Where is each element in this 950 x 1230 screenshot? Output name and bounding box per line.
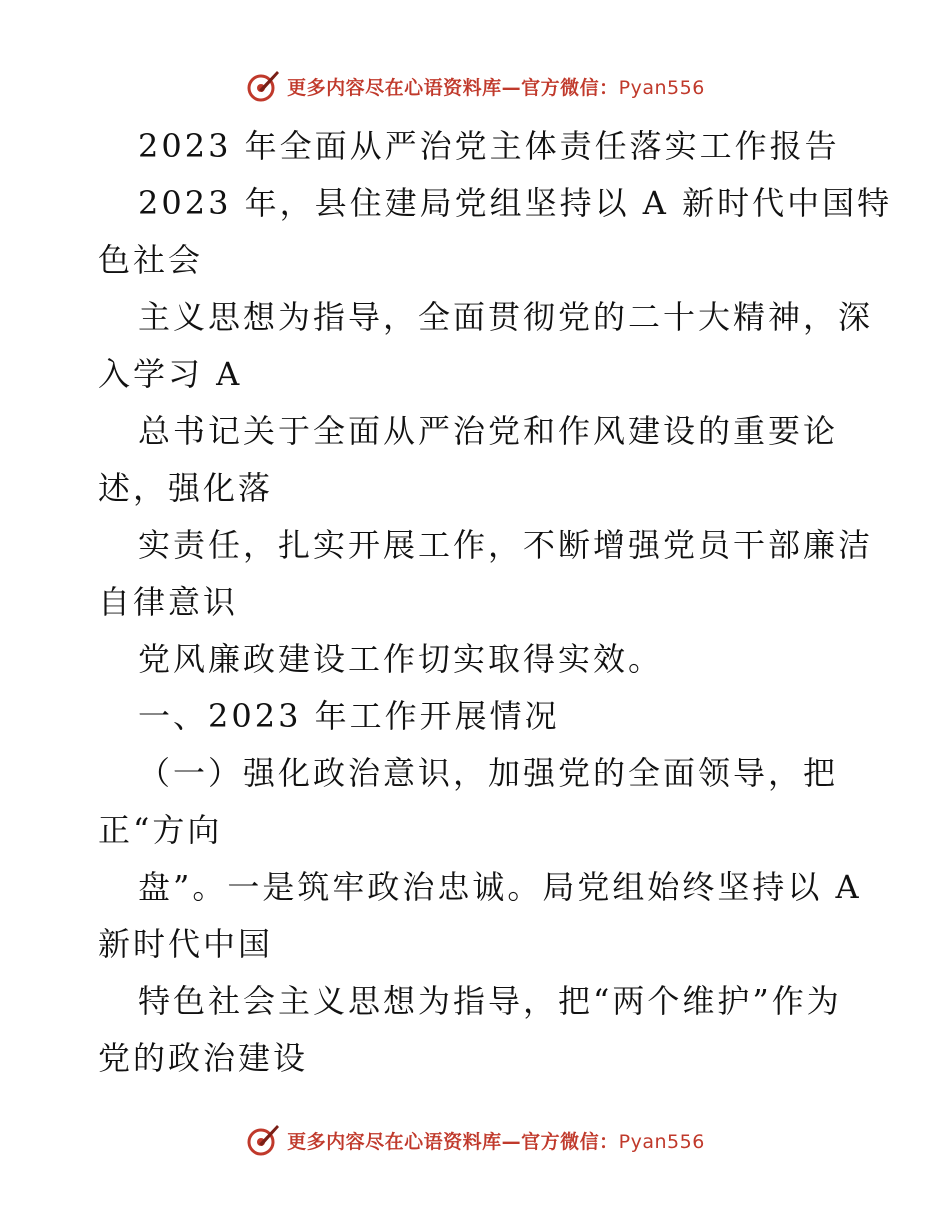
subsection-heading: （一）强化政治意识，加强党的全面领导，把 (138, 754, 839, 792)
paragraph-line: 党风廉政建设工作切实取得实效。 (138, 640, 664, 678)
paragraph-line: 党的政治建设 (98, 1039, 309, 1077)
header-watermark (0, 68, 950, 104)
watermark-id: Pyan556 (618, 76, 705, 99)
watermark-text: 更多内容尽在心语资料库—官方微信：Pyan556 (287, 1130, 705, 1153)
document-body (98, 118, 893, 1087)
paragraph-line: 2023 年，县住建局党组坚持以 A 新时代中国特 (138, 184, 893, 222)
document-title: 2023 年全面从严治党主体责任落实工作报告 (138, 127, 840, 165)
footer-watermark (0, 1122, 950, 1158)
paragraph-line: 新时代中国 (98, 925, 274, 963)
quill-seal-icon (245, 1122, 281, 1158)
paragraph-line: 特色社会主义思想为指导，把“两个维护”作为 (138, 982, 842, 1020)
watermark-text: 更多内容尽在心语资料库—官方微信：Pyan556 (287, 76, 705, 99)
paragraph-line: 盘”。一是筑牢政治忠诚。局党组始终坚持以 A (138, 868, 862, 906)
paragraph-line: 主义思想为指导，全面贯彻党的二十大精神，深 (138, 298, 874, 336)
paragraph-line: 入学习 A (98, 355, 243, 393)
paragraph-line: 正“方向 (98, 811, 223, 849)
paragraph-line: 总书记关于全面从严治党和作风建设的重要论 (138, 412, 839, 450)
paragraph-line: 色社会 (98, 241, 204, 279)
watermark-id: Pyan556 (618, 1130, 705, 1153)
section-heading: 一、2023 年工作开展情况 (138, 697, 560, 735)
paragraph-line: 述，强化落 (98, 469, 274, 507)
paragraph-line: 自律意识 (98, 583, 239, 621)
quill-seal-icon (245, 68, 281, 104)
paragraph-line: 实责任，扎实开展工作，不断增强党员干部廉洁 (138, 526, 874, 564)
